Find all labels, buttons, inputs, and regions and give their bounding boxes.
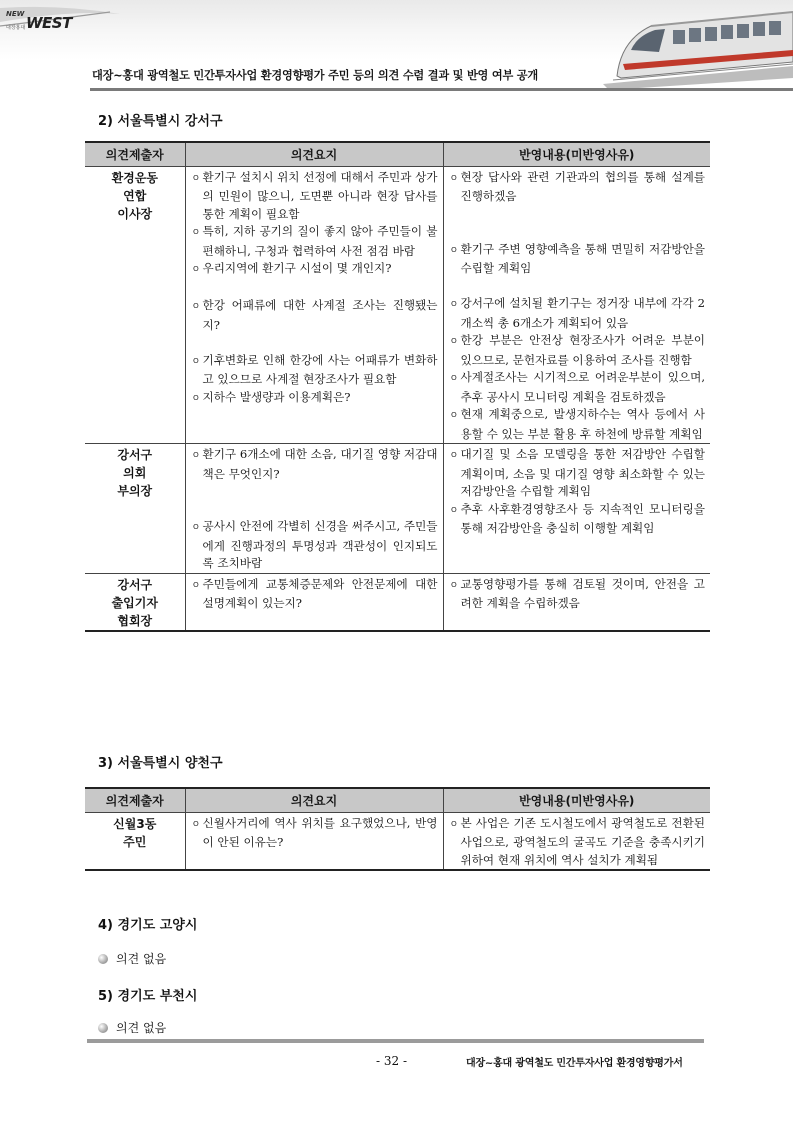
submitter-line: 강서구 xyxy=(117,577,153,592)
column-header-response: 반영내용(미반영사유) xyxy=(443,788,710,812)
bullet-item xyxy=(98,950,166,967)
response-cell xyxy=(443,573,710,631)
opinion-item: ㅇ 우리지역에 환기구 시설이 몇 개인지? xyxy=(192,260,438,280)
response-item: ㅇ 한강 부분은 안전상 현장조사가 어려운 부분이 있으므로, 문헌자료를 이용하여 조사를 진행함 xyxy=(450,332,706,369)
table-header-row xyxy=(85,142,710,166)
response-item: ㅇ 환기구 주변 영향예측을 통해 면밀히 저감방안을 수립할 계획임 xyxy=(450,241,706,278)
table-header-row xyxy=(85,788,710,812)
bullet-text: 의견 없음 xyxy=(116,1021,167,1035)
opinion-cell xyxy=(185,444,443,574)
bullet-text: 의견 없음 xyxy=(116,952,167,966)
opinion-item: ㅇ 지하수 발생량과 이용계획은? xyxy=(192,389,438,409)
page-header xyxy=(0,0,793,92)
opinion-item: ㅇ 기후변화로 인해 한강에 사는 어패류가 변화하고 있으므로 사계절 현장조사가 필요함 xyxy=(192,352,438,389)
opinion-table-gangseo xyxy=(85,141,710,632)
response-cell xyxy=(443,444,710,574)
opinion-item: ㅇ 신월사거리에 역사 위치를 요구했었으나, 반영이 안된 이유는? xyxy=(192,815,438,852)
opinion-item: ㅇ 한강 어패류에 대한 사계절 조사는 진행됐는지? xyxy=(192,297,438,334)
opinion-item: ㅇ 환기구 6개소에 대한 소음, 대기질 영향 저감대책은 무엇인지? xyxy=(192,446,438,483)
opinion-item: ㅇ 특히, 지하 공기의 질이 좋지 않아 주민들이 불편해하니, 구청과 협력하여 사전 점검 바람 xyxy=(192,223,438,260)
submitter-line: 의회 xyxy=(123,466,147,480)
opinion-cell xyxy=(185,812,443,870)
column-header-opinion: 의견요지 xyxy=(185,788,443,812)
section-heading-goyang: 4) 경기도 고양시 xyxy=(98,918,198,933)
submitter-cell xyxy=(85,166,185,444)
table-row xyxy=(85,812,710,870)
footer-rule xyxy=(87,1039,704,1043)
bullet-icon xyxy=(98,954,108,964)
column-header-opinion: 의견요지 xyxy=(185,142,443,166)
submitter-line: 신월3동 xyxy=(113,816,157,831)
submitter-line: 출입기자 xyxy=(111,595,158,610)
opinion-cell xyxy=(185,573,443,631)
submitter-cell xyxy=(85,812,185,870)
bullet-icon xyxy=(98,1023,108,1033)
footer-document-title: 대장~홍대 광역철도 민간투자사업 환경영향평가서 xyxy=(466,1058,683,1069)
section-heading-yangcheon: 3) 서울특별시 양천구 xyxy=(98,756,223,771)
table-row xyxy=(85,573,710,631)
header-title: 대장~홍대 광역철도 민간투자사업 환경영향평가 주민 등의 의견 수렴 결과 및 반영 여부 공개 xyxy=(92,69,538,82)
response-item: ㅇ 사계절조사는 시기적으로 어려운부분이 있으며, 추후 공사시 모니터링 계획을 검토하겠음 xyxy=(450,369,706,406)
train-illustration xyxy=(603,6,793,90)
bullet-item xyxy=(98,1019,166,1036)
logo-small-text: NEW xyxy=(6,10,25,18)
submitter-line: 부의장 xyxy=(117,484,153,498)
opinion-cell xyxy=(185,166,443,444)
page-number: - 32 - xyxy=(376,1054,408,1068)
response-cell xyxy=(443,166,710,444)
response-item: ㅇ 현장 답사와 관련 기관과의 협의를 통해 설계를 진행하겠음 xyxy=(450,169,706,206)
table-row xyxy=(85,444,710,574)
response-item: ㅇ 대기질 및 소음 모델링을 통한 저감방안 수립할 계획이며, 소음 및 대기질 영향 최소화할 수 있는 저감방안을 수립할 계획임 xyxy=(450,446,706,501)
opinion-item: ㅇ 공사시 안전에 각별히 신경을 써주시고, 주민들에게 진행과정의 투명성과 객관성이 인지되도록 조치바람 xyxy=(192,518,438,573)
logo-brand: WEST xyxy=(26,14,72,32)
opinion-item: ㅇ 환기구 설치시 위치 선정에 대해서 주민과 상가의 민원이 많으니, 도면뿐 아니라 현장 답사를 통한 계획이 필요함 xyxy=(192,169,438,224)
response-item: ㅇ 교통영향평가를 통해 검토될 것이며, 안전을 고려한 계획을 수립하겠음 xyxy=(450,576,706,613)
opinion-item: ㅇ 주민들에게 교통체증문제와 안전문제에 대한 설명계획이 있는지? xyxy=(192,576,438,613)
column-header-submitter: 의견제출자 xyxy=(85,788,185,812)
submitter-line: 이사장 xyxy=(117,206,153,221)
submitter-line: 주민 xyxy=(123,834,147,849)
opinion-table-yangcheon xyxy=(85,787,710,871)
submitter-line: 협회장 xyxy=(117,613,153,628)
section-heading-bucheon: 5) 경기도 부천시 xyxy=(98,989,198,1004)
submitter-line: 강서구 xyxy=(117,448,153,462)
column-header-submitter: 의견제출자 xyxy=(85,142,185,166)
response-item: ㅇ 본 사업은 기존 도시철도에서 광역철도로 전환된 사업으로, 광역철도의 굴곡도 기준을 충족시키기 위하여 현재 위치에 역사 설치가 계획됨 xyxy=(450,815,706,870)
response-item: ㅇ 추후 사후환경영향조사 등 지속적인 모니터링을 통해 저감방안을 충실히 이행할 계획임 xyxy=(450,501,706,538)
column-header-response: 반영내용(미반영사유) xyxy=(443,142,710,166)
table-row xyxy=(85,166,710,444)
response-item: ㅇ 현재 계획중으로, 발생지하수는 역사 등에서 사용할 수 있는 부분 활용 후 하천에 방류할 계획임 xyxy=(450,406,706,443)
response-item: ㅇ 강서구에 설치될 환기구는 정거장 내부에 각각 2개소씩 총 6개소가 계획되어 있음 xyxy=(450,295,706,332)
response-cell xyxy=(443,812,710,870)
submitter-line: 환경운동 xyxy=(111,170,158,185)
submitter-cell xyxy=(85,444,185,574)
section-heading-gangseo: 2) 서울특별시 강서구 xyxy=(98,114,223,129)
submitter-cell xyxy=(85,573,185,631)
header-rule xyxy=(90,88,793,91)
logo-subtext: 대장홍대 xyxy=(6,25,26,31)
submitter-line: 연합 xyxy=(123,188,147,203)
